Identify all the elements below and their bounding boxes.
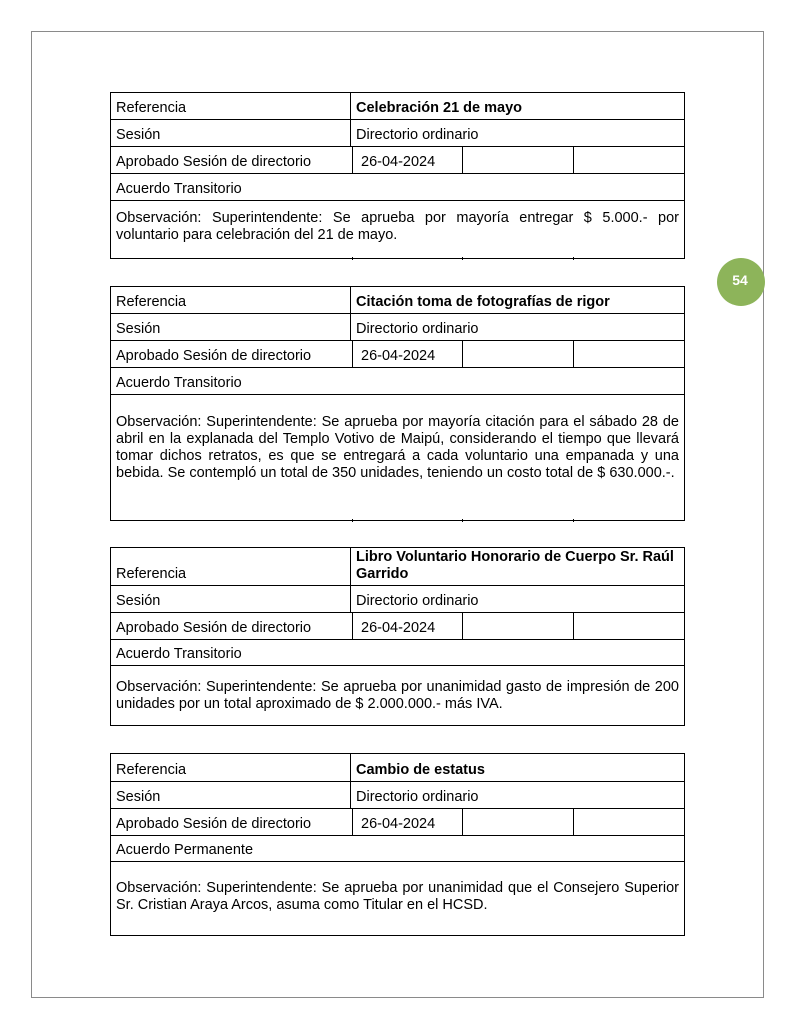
observation-text: Observación: Superintendente: Se aprueba por unanimidad que el Consejero Superior Sr. Cristian Araya Arcos, asuma como Titular en el HCSD.: [116, 880, 679, 913]
observation-text: Observación: Superintendente: Se aprueba por unanimidad gasto de impresión de 200 unidades por un total aproximado de $ 2.000.000.- más IVA.: [116, 679, 679, 712]
approved-label: Aprobado Sesión de directorio: [116, 620, 312, 636]
agreement-type: Acuerdo Transitorio: [116, 646, 242, 662]
approved-date: 26-04-2024: [361, 348, 436, 364]
observation-cell: [111, 395, 684, 520]
observation-cell: [111, 862, 684, 935]
session-value: Directorio ordinario: [356, 321, 479, 337]
reference-label: Referencia: [116, 762, 187, 778]
agreement-type-row: [111, 174, 684, 201]
session-row: [111, 120, 684, 147]
session-value: Directorio ordinario: [356, 789, 479, 805]
agreement-type: Acuerdo Transitorio: [116, 181, 242, 197]
approved-row: [111, 341, 684, 368]
agreement-record: [110, 547, 685, 726]
agreement-type: Acuerdo Permanente: [116, 842, 254, 858]
observation-cell: [111, 666, 684, 725]
approved-row: [111, 809, 684, 836]
session-row: [111, 314, 684, 341]
reference-value: Celebración 21 de mayo: [356, 100, 523, 116]
observation-cell: [111, 201, 684, 258]
approved-row: [111, 613, 684, 640]
reference-label: Referencia: [116, 100, 187, 116]
agreement-record: [110, 286, 685, 521]
reference-value: Cambio de estatus: [356, 762, 485, 778]
agreement-type-row: [111, 640, 684, 666]
reference-row: [111, 287, 684, 314]
session-row: [111, 782, 684, 809]
agreement-record: [110, 92, 685, 259]
session-value: Directorio ordinario: [356, 127, 479, 143]
reference-label: Referencia: [116, 566, 187, 582]
observation-text: Observación: Superintendente: Se aprueba por mayoría citación para el sábado 28 de abril en la explanada del Templo Votivo de Maipú, considerando el tiempo que llevará tomar dichos retratos, es que se entregará a cada voluntario una empanada y una bebida. Se contempló un total de 350 unidades, teniendo un costo total de $ 630.000.-.: [116, 414, 679, 481]
page-number-badge: 54: [717, 258, 765, 306]
observation-text: Observación: Superintendente: Se aprueba por mayoría entregar $ 5.000.- por voluntario para celebración del 21 de mayo.: [116, 210, 679, 243]
reference-row: [111, 93, 684, 120]
session-label: Sesión: [116, 321, 161, 337]
agreement-type-row: [111, 368, 684, 395]
reference-label: Referencia: [116, 294, 187, 310]
session-row: [111, 586, 684, 613]
reference-row: [111, 548, 684, 586]
agreement-type: Acuerdo Transitorio: [116, 375, 242, 391]
approved-label: Aprobado Sesión de directorio: [116, 816, 312, 832]
reference-value: Citación toma de fotografías de rigor: [356, 294, 610, 310]
agreement-type-row: [111, 836, 684, 862]
approved-row: [111, 147, 684, 174]
session-value: Directorio ordinario: [356, 593, 479, 609]
reference-row: [111, 754, 684, 782]
session-label: Sesión: [116, 127, 161, 143]
session-label: Sesión: [116, 593, 161, 609]
agreement-record: [110, 753, 685, 936]
approved-label: Aprobado Sesión de directorio: [116, 348, 312, 364]
approved-label: Aprobado Sesión de directorio: [116, 154, 312, 170]
reference-value: Libro Voluntario Honorario de Cuerpo Sr. Raúl Garrido: [356, 549, 674, 582]
session-label: Sesión: [116, 789, 161, 805]
approved-date: 26-04-2024: [361, 620, 436, 636]
approved-date: 26-04-2024: [361, 154, 436, 170]
approved-date: 26-04-2024: [361, 816, 436, 832]
